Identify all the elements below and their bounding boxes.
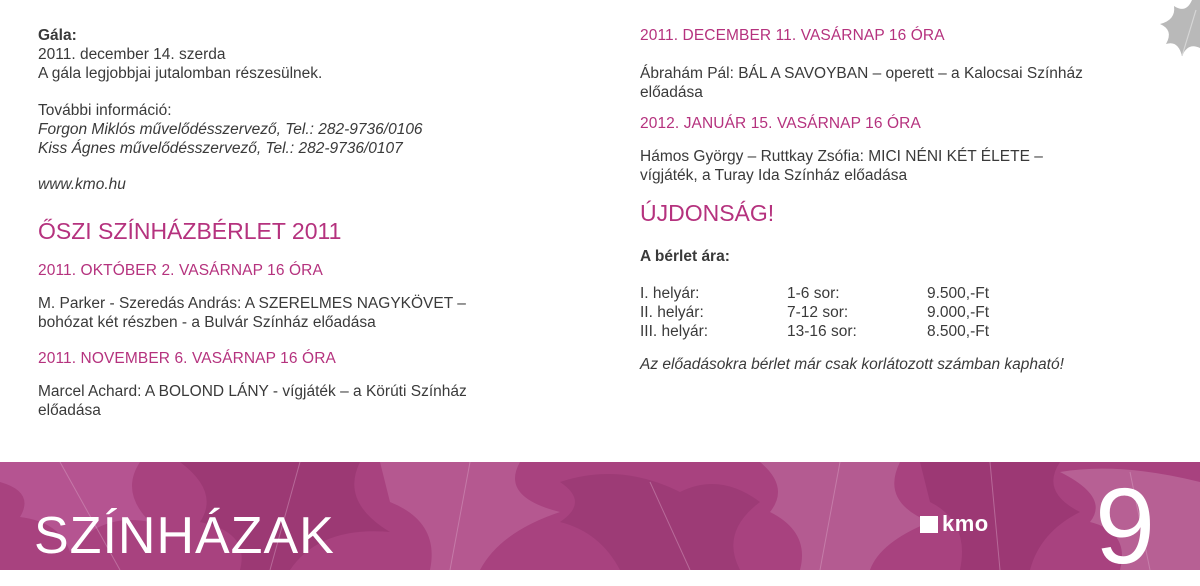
season-title: ŐSZI SZÍNHÁZBÉRLET 2011 xyxy=(38,218,342,244)
event-description: bohózat két részben - a Bulvár Színház előadása xyxy=(38,314,376,331)
table-row xyxy=(640,284,1037,303)
contact-forgon: Forgon Miklós művelődésszervező, Tel.: 282-9736/0106 xyxy=(38,121,423,138)
kmo-logo xyxy=(920,512,989,536)
event-description: vígjáték, a Turay Ida Színház előadása xyxy=(640,167,908,184)
logo-square-icon xyxy=(920,516,938,533)
event-date: 2011. DECEMBER 11. VASÁRNAP 16 ÓRA xyxy=(640,27,945,44)
event-date: 2011. OKTÓBER 2. VASÁRNAP 16 ÓRA xyxy=(38,262,323,279)
info-heading: További információ: xyxy=(38,102,172,119)
price-value: 9.000,-Ft xyxy=(927,304,990,321)
price-place: II. helyár: xyxy=(640,304,704,321)
gala-heading: Gála: xyxy=(38,27,77,44)
website-link[interactable]: www.kmo.hu xyxy=(38,176,126,193)
table-row xyxy=(640,322,1037,341)
footer-title: SZÍNHÁZAK xyxy=(34,507,335,565)
price-heading: A bérlet ára: xyxy=(640,248,730,265)
right-column xyxy=(640,0,1185,374)
page-number: 9 xyxy=(1095,465,1156,586)
event-description: Ábrahám Pál: BÁL A SAVOYBAN – operett – a Kalocsai Színház xyxy=(640,65,1083,82)
event-date: 2011. NOVEMBER 6. VASÁRNAP 16 ÓRA xyxy=(38,350,336,367)
price-value: 8.500,-Ft xyxy=(927,323,990,340)
event-description: előadása xyxy=(38,402,101,419)
price-table xyxy=(640,284,1037,341)
price-rows: 13-16 sor: xyxy=(787,323,857,340)
event-description: előadása xyxy=(640,84,703,101)
price-value: 9.500,-Ft xyxy=(927,285,990,302)
event-date: 2012. JANUÁR 15. VASÁRNAP 16 ÓRA xyxy=(640,115,921,132)
table-row xyxy=(640,303,1037,322)
left-column xyxy=(38,0,598,420)
gala-date: 2011. december 14. szerda xyxy=(38,46,226,63)
contact-kiss: Kiss Ágnes művelődésszervező, Tel.: 282-9736/0107 xyxy=(38,140,403,157)
event-description: Marcel Achard: A BOLOND LÁNY - vígjáték – a Körúti Színház xyxy=(38,383,467,400)
gala-text: A gála legjobbjai jutalomban részesülnek. xyxy=(38,65,323,82)
event-description: M. Parker - Szeredás András: A SZERELMES NAGYKÖVET – xyxy=(38,295,466,312)
event-description: Hámos György – Ruttkay Zsófia: MICI NÉNI KÉT ÉLETE – xyxy=(640,148,1043,165)
price-rows: 1-6 sor: xyxy=(787,285,840,302)
logo-text: kmo xyxy=(942,511,989,536)
price-place: III. helyár: xyxy=(640,323,709,340)
availability-note: Az előadásokra bérlet már csak korlátozott számban kapható! xyxy=(640,356,1064,373)
news-title: ÚJDONSÁG! xyxy=(640,200,775,226)
price-place: I. helyár: xyxy=(640,285,700,302)
price-rows: 7-12 sor: xyxy=(787,304,849,321)
